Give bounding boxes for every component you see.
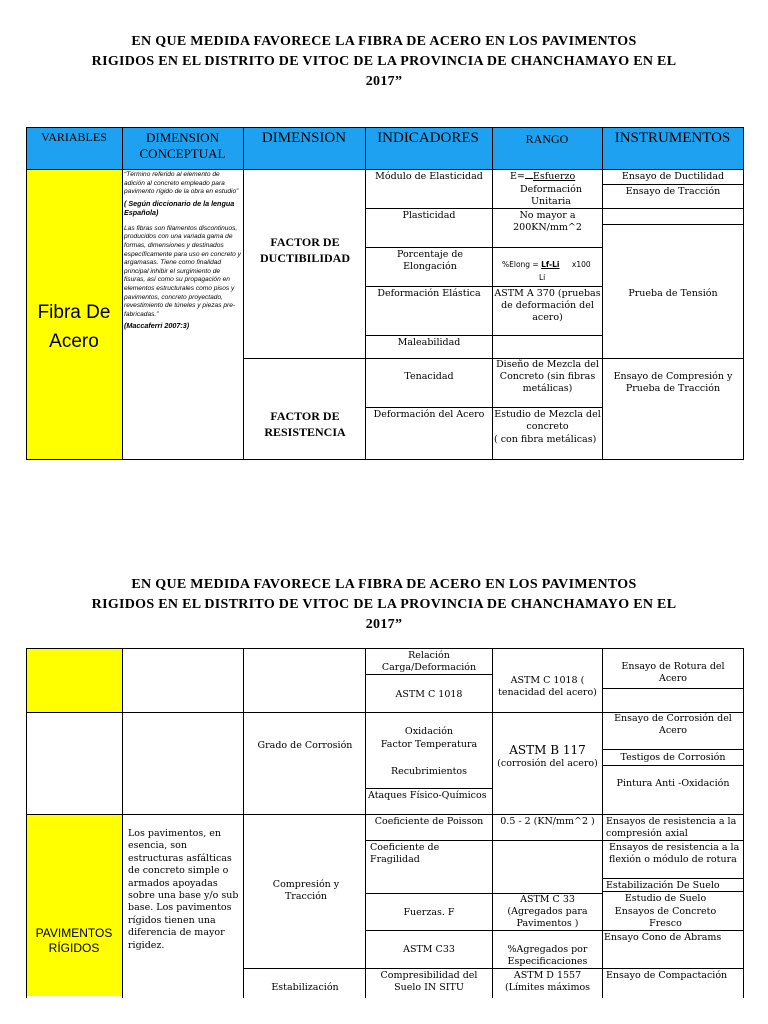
dimension-factor-ductilidad: FACTOR DE DUCTIBILIDAD	[259, 235, 351, 265]
dimension-compresion-traccion: Compresión y Tracción	[272, 879, 340, 902]
indicator-astm-c33: ASTM C33	[403, 944, 455, 955]
dimension-grado-corrosion: Grado de Corrosión	[257, 740, 353, 751]
concept-pavimentos: Los pavimentos, en esencia, son estructuras asfálticas de concreto simple o armados apoyadas sobre una base y/o sub base. Los pavimentos rígidos tienen una diferencia de mayor rigidez.	[128, 828, 239, 951]
document-title	[40, 32, 728, 92]
range-elong-numerator: Lf-Li	[541, 260, 560, 269]
dimension-conceptual-text	[124, 171, 242, 459]
range-modulo-elasticidad	[510, 171, 602, 183]
range-corrosion-acero: (corrosión del acero)	[497, 758, 598, 769]
header-indicadores: INDICADORES	[377, 130, 479, 146]
title-line-3: 2017”	[365, 74, 403, 89]
range-coeficiente-poisson: 0.5 - 2 (KN/mm^2 )	[500, 816, 595, 827]
variable-fibra-de-acero: Fibra De Acero	[37, 302, 111, 352]
title2-line-1: EN QUE MEDIDA FAVORECE LA FIBRA DE ACERO EN LOS PAVIMENTOS	[131, 577, 637, 592]
instrument-concreto-fresco: Ensayos de Concreto Fresco	[614, 906, 717, 929]
title2-line-3: 2017”	[365, 617, 403, 632]
range-astm-b117: ASTM B 117	[509, 744, 586, 757]
concept-quote-2: Las fibras son filamentos discontinuos, producidos con una variada gama de formas, dimensiones y destinados específicamente para uso en concreto y argamasas. Tiene como finalidad principal inhibir el surgimiento de fisuras, así como su propagación en elementos estructurales como pisos y pavimentos, concreto proyectado, revestimiento de túneles y piezas pre-fabricadas.”	[124, 224, 241, 318]
document-title-repeat	[40, 575, 728, 635]
instrument-ensayo-ductilidad: Ensayo de Ductilidad	[621, 171, 725, 182]
indicator-porcentaje-elongacion: Porcentaje de Elongación	[396, 249, 464, 272]
variable-pavimentos-rigidos: PAVIMENTOS RÍGIDOS	[35, 926, 113, 955]
indicator-relacion-carga: Relación Carga/Deformación	[381, 650, 477, 673]
header-variables: VARIABLES	[41, 130, 107, 144]
instrument-ensayo-traccion: Ensayo de Tracción	[625, 186, 721, 197]
instrument-compactacion: Ensayo de Compactación	[606, 970, 728, 981]
range-astm-c33: ASTM C 33 (Agregados para Pavimentos )	[507, 894, 588, 929]
instrument-ensayo-compresion: Ensayo de Compresión y Prueba de Tracción	[613, 371, 733, 394]
range-plasticidad: No mayor a 200KN/mm^2	[513, 210, 582, 233]
concept-source-2: (Maccaferri 2007:3)	[124, 321, 190, 331]
indicator-tenacidad: Tenacidad	[404, 371, 454, 382]
header-dimension: DIMENSION	[261, 130, 347, 146]
indicator-modulo-elasticidad: Módulo de Elasticidad	[375, 171, 483, 182]
dimension-estabilizacion: Estabilización	[271, 982, 339, 993]
variable-cell-highlight-top	[26, 648, 122, 712]
variable-cell-highlight-pavimentos	[26, 814, 122, 996]
indicator-fuerzas: Fuerzas. F	[403, 907, 455, 918]
instrument-pintura-anti: Pintura Anti -Oxidación	[616, 778, 730, 789]
indicator-coeficiente-fragilidad: Coeficiente de Fragilidad	[370, 842, 440, 865]
title2-line-2: RIGIDOS EN EL DISTRITO DE VITOC DE LA PROVINCIA DE CHANCHAMAYO EN EL	[91, 597, 677, 612]
indicator-deformacion-acero: Deformación del Acero	[373, 409, 485, 420]
instrument-rotura-acero: Ensayo de Rotura del Acero	[621, 661, 725, 684]
range-tenacidad: Diseño de Mezcla del Concreto (sin fibras metálicas)	[496, 359, 599, 394]
indicator-maleabilidad: Maleabilidad	[397, 337, 461, 348]
indicator-compresibilidad-suelo: Compresibilidad del Suelo IN SITU	[380, 970, 478, 993]
header-dimension-conceptual: DIMENSION CONCEPTUAL	[139, 130, 226, 161]
title-line-1: EN QUE MEDIDA FAVORECE LA FIBRA DE ACERO EN LOS PAVIMENTOS	[131, 34, 637, 49]
indicator-recubrimientos: Recubrimientos	[390, 766, 468, 777]
range-elongacion-formula	[502, 260, 602, 270]
indicator-astm-c1018: ASTM C 1018	[395, 689, 463, 700]
instrument-cono-abrams: Ensayo Cono de Abrams	[604, 932, 722, 943]
title-line-2: RIGIDOS EN EL DISTRITO DE VITOC DE LA PROVINCIA DE CHANCHAMAYO EN EL	[91, 54, 677, 69]
indicator-coeficiente-poisson: Coeficiente de Poisson	[374, 816, 484, 827]
instrument-estudio-suelo: Estudio de Suelo	[624, 893, 707, 904]
header-rango: RANGO	[525, 132, 569, 146]
instrument-flexion: Ensayos de resistencia a la flexión o módulo de rotura	[609, 842, 740, 865]
range-astm-c1018: ASTM C 1018 ( tenacidad del acero)	[498, 675, 597, 698]
range-elong-denominator: Li	[539, 273, 546, 282]
range-astm-d1557: ASTM D 1557 (Límites máximos	[504, 970, 591, 993]
range-agregados: %Agregados por Especificaciones	[507, 944, 588, 967]
indicator-oxidacion: Oxidación	[404, 726, 454, 737]
range-elong-factor: x100	[571, 260, 591, 269]
concept-source-1: ( Según diccionario de la lengua Española)	[124, 198, 235, 217]
instrument-testigos-corrosion: Testigos de Corrosión	[620, 752, 726, 763]
instrument-corrosion-acero: Ensayo de Corrosión del Acero	[614, 713, 732, 736]
indicator-plasticidad: Plasticidad	[402, 210, 456, 221]
range-deformacion-elastica: ASTM A 370 (pruebas de deformación del acero)	[494, 288, 601, 323]
range-def-acero-1: Estudio de Mezcla del concreto	[494, 409, 601, 432]
indicator-ataques: Ataques Físico-Químicos	[368, 790, 487, 801]
concept-quote-1: “Término referido al elemento de adición al concreto empleado para pavimento rígido de la obra en estudio”	[124, 171, 239, 196]
instrument-prueba-tension: Prueba de Tensión	[628, 288, 718, 299]
header-instrumentos: INSTRUMENTOS	[614, 130, 731, 146]
dimension-factor-resistencia: FACTOR DE RESISTENCIA	[264, 409, 346, 439]
range-modulo-prefix: E=	[510, 171, 525, 182]
instrument-estabilizacion-suelo: Estabilización De Suelo	[606, 880, 720, 891]
range-elong-label: %Elong =	[502, 260, 539, 269]
range-modulo-denominator: Deformación Unitaria	[520, 184, 582, 207]
range-def-acero-2: ( con fibra metálicas)	[494, 434, 597, 445]
indicator-deformacion-elastica: Deformación Elástica	[377, 288, 481, 299]
indicator-factor-temperatura: Factor Temperatura	[380, 739, 478, 750]
instrument-compresion-axial: Ensayos de resistencia a la compresión axial	[606, 816, 737, 839]
range-modulo-numerator: Esfuerzo	[532, 171, 576, 182]
